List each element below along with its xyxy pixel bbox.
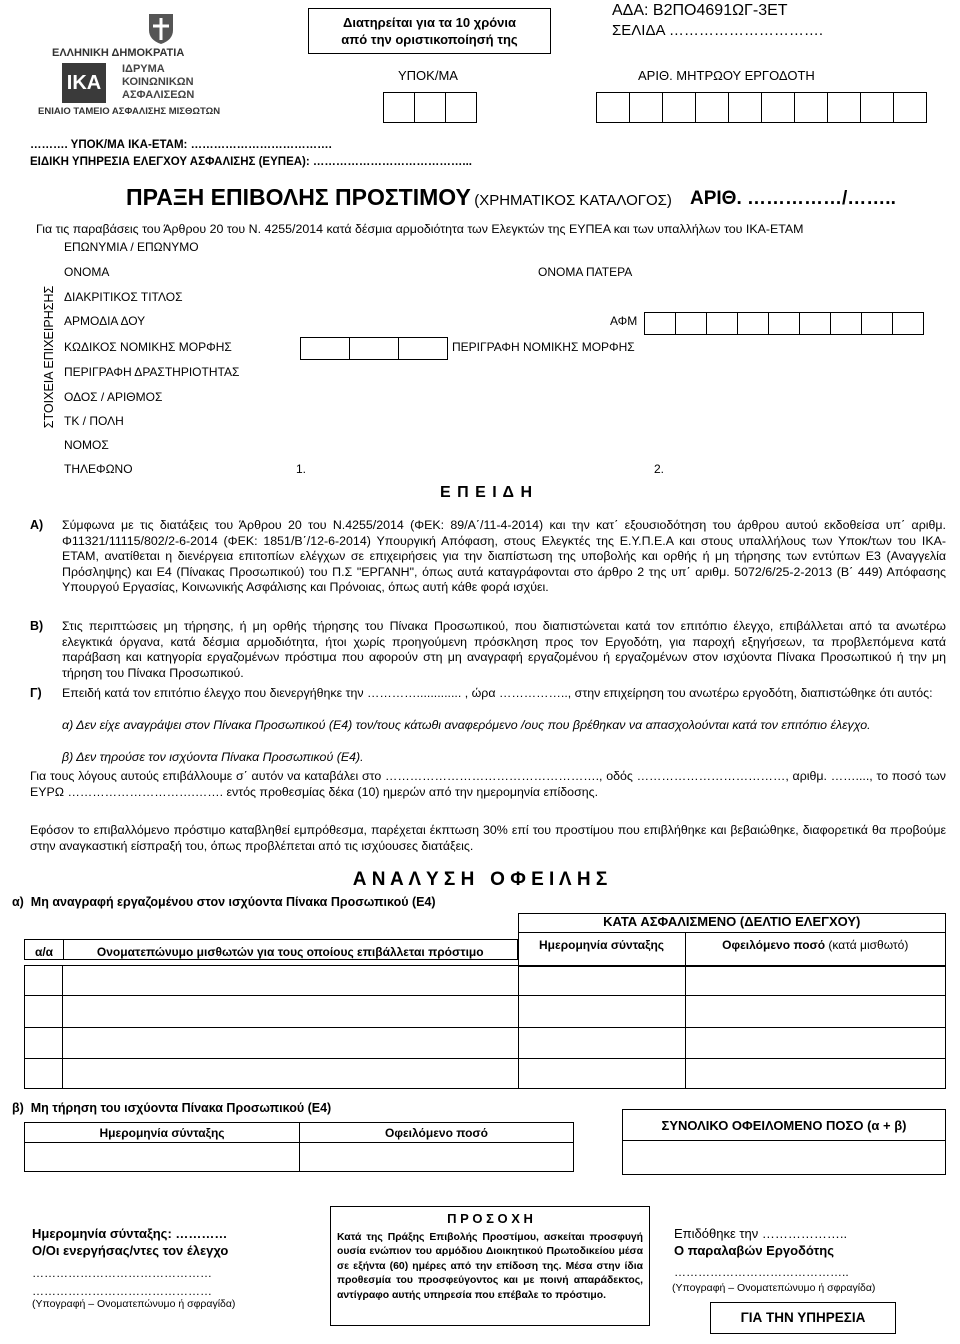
tel-2: 2. (654, 462, 665, 476)
org-line-5: ΕΝΙΑΙΟ ΤΑΜΕΙΟ ΑΣΦΑΛΙΣΗΣ ΜΙΣΘΩΤΩΝ (38, 106, 221, 117)
onoma-patera-label: ΟΝΟΜΑ ΠΑΤΕΡΑ (538, 265, 633, 279)
tk-label: ΤΚ / ΠΟΛΗ (64, 414, 124, 428)
para-reasons: Για τους λόγους αυτούς επιβάλλουμε σ΄ αυτόν να καταβάλει στο ……………………………………………., οδός ………………………………, αριθμ. ……...., το ποσό των ΕΥΡΩ ………………………….……. εντός προθεσμίας δέκα (10) ημερών από την ημερομηνία επίδοσης. (30, 769, 946, 799)
total-amount-label: ΣΥΝΟΛΙΚΟ ΟΦΕΙΛΟΜΕΝΟ ΠΟΣΟ (α + β) (661, 1118, 907, 1133)
page-number: ΣΕΛΙΔΑ …………………………. (612, 22, 823, 39)
epeidi-heading: Ε Π Ε Ι Δ Η (440, 484, 534, 501)
title-sub: (ΧΡΗΜΑΤΙΚΟΣ ΚΑΤΑΛΟΓΟΣ) (474, 192, 672, 209)
tilefono-label: ΤΗΛΕΦΩΝΟ (64, 462, 133, 476)
ika-logo-box (62, 63, 106, 103)
tel-1: 1. (296, 462, 307, 476)
employees-table-title: ΚΑΤΑ ΑΣΦΑΛΙΣΜΕΝΟ (ΔΕΛΤΙΟ ΕΛΕΓΧΟΥ) (518, 914, 946, 933)
org-line-2: ΙΔΡΥΜΑ (122, 63, 165, 75)
controllers-dots-2: ……………………………………… (32, 1284, 212, 1298)
para-b: Στις περιπτώσεις μη τήρησης, ή μη ορθής τήρησης του Πίνακα Προσωπικού, που διαπιστώνεται κατά τον επιτόπιο έλεγχο, επιβάλλεται από τα ανωτέρω ελεγκτικά όργανα, κατά δέσμια αρμοδιότητα, ήτοι χωρίς προηγούμενη πρόσκληση προς τον Εργοδότη, για παροχή εξηγήσεων, τα προβλεπόμενα κατά παράβαση και κατηγορία εργαζομένων πρόστιμα που αφορούν στη μη αναγραφή εργαζομένου ή εργαζομένων στον ισχύοντα Πίνακα Προσωπικού ή την μη τήρηση του Πίνακα Προσωπικού. (62, 619, 946, 680)
retention-line-1: Διατηρείται για τα 10 χρόνια (342, 15, 517, 30)
analysis-title: Α Ν Α Λ Υ Σ Η Ο Φ Ε Ι Λ Η Σ (352, 869, 608, 890)
para-c: Επειδή κατά τον επιτόπιο έλεγχο που διενεργήθηκε την …………............. , ώρα …………….., στην επιχείρηση του ανωτέρω εργοδότη, διαπιστώθηκε ότι αυτός: (62, 686, 933, 700)
date-drawn-label: Ημερομηνία σύνταξης: ………… (32, 1226, 228, 1241)
ika-logo (38, 10, 238, 120)
afm-boxes[interactable] (644, 312, 923, 335)
notice-text: Κατά της Πράξης Επιβολής Προστίμου, ασκείται προσφυγή ουσία ενώπιον του αρμόδιου Διοικητικού Πρωτοδικείου μέσα σε εξήντα (60) ημέρες από την επίδοση της. Μέσα στην ίδια προθεσμία του προσφεύγοντος και με ποινή απαράδεκτος, αντίγραφο αυτής υπηρεσία που επέβαλε το πρόστιμο. (337, 1232, 643, 1301)
perigrafi-nomikis-label: ΠΕΡΙΓΡΑΦΗ ΝΟΜΙΚΗΣ ΜΟΡΦΗΣ (452, 340, 635, 354)
page-title (126, 184, 672, 211)
para-c-a: α) Δεν είχε αναγράψει στον Πίνακα Προσωπικού (Ε4) τον/τους κάτωθι αναφερόμενο /ους που βρέθηκαν να απασχολούνται κατά τον επιτόπιο έλεγχο. (62, 718, 871, 732)
para-a: Σύμφωνα με τις διατάξεις του Άρθρου 20 του Ν.4255/2014 (ΦΕΚ: 89/Α΄/11-4-2014) και την κατ΄ εξουσιοδότηση του άρθρου αυτού εκδοθείσα υπ΄ αριθμ. Φ11321/11115/802/2-6-2014 (ΦΕΚ: 1851/Β΄/12-6-2014) Υπουργική Απόφαση, στους Ελεγκτές της Ε.Υ.Π.Ε.Α και στους υπαλλήλους των Υποκ/των του ΙΚΑ-ΕΤΑΜ, ανατίθεται η διενέργεια επιτοπίων ελέγχων σε επιχειρήσεις για την διαπίστωση της υποβολής και ορθής ή μη τήρησης των εντύπων Ε3 (Αναγγελία Πρόσληψης) και Ε4 (Πίνακας Προσωπικού) του Π.Σ "ΕΡΓΑΝΗ", όπως αυτά καταγράφονται στο άρθρο 2 της υπ΄ αριθμ. 5072/6/25-2-2013 (Β΄ 449) Απόφασης Υπουργού Εργασίας, Κοινωνικής Ασφάλισης και Πρόνοιας, όπως αυτή κάθε φορά ισχύει. (62, 518, 946, 595)
controllers-dots-1: ……………………………………… (32, 1266, 212, 1280)
receiver-dots: …………………………………….. (674, 1265, 849, 1279)
col-amount-header-text: Οφειλόμενο ποσό (722, 938, 826, 952)
non-keeping-table (24, 1122, 574, 1172)
ada-number: ΑΔΑ: Β2ΠΟ4691ΩΓ-3ΕΤ (612, 2, 788, 19)
para-discount: Εφόσον το επιβαλλόμενο πρόστιμο καταβληθεί εμπρόθεσμα, παρέχεται έκπτωση 30% επί του προστίμου που επιβλήθηκε και βεβαιώθηκε, διαφορετικά θα προβούμε στην αναγκαστική είσπραξή του, όπως προβλέπεται από τις ισχύουσες διατάξεις. (30, 823, 946, 853)
col-amount-header (685, 933, 946, 967)
notice-title: Π Ρ Ο Σ Ο Χ Η (447, 1211, 533, 1226)
legal-basis: Για τις παραβάσεις του Άρθρου 20 του Ν. 4255/2014 κατά δέσμια αρμοδιότητα των Ελεγκτών της ΕΥΠΕΑ και των υπαλλήλων του ΙΚΑ-ΕΤΑΜ (36, 222, 804, 236)
analysis-a-heading: α) Μη αναγραφή εργαζομένου στον ισχύοντα Πίνακα Προσωπικού (Ε4) (12, 895, 436, 909)
signature-left: (Υπογραφή – Ονοματεπώνυμο ή σφραγίδα) (32, 1298, 236, 1310)
col-date-header: Ημερομηνία σύνταξης (518, 933, 685, 967)
employees-rows[interactable] (24, 965, 946, 1089)
armodia-doy-label: ΑΡΜΟΔΙΑ ΔΟΥ (64, 314, 146, 328)
col-amount-suffix: (κατά μισθωτό) (828, 938, 909, 952)
kodikos-boxes[interactable] (300, 337, 447, 360)
onoma-label: ΟΝΟΜΑ (64, 265, 110, 279)
org-line-3: ΚΟΙΝΩΝΙΚΩΝ (122, 76, 194, 88)
eponymia-label: ΕΠΩΝΥΜΙΑ / ΕΠΩΝΥΜΟ (64, 240, 199, 254)
business-side-label (40, 274, 58, 444)
employer-reg-label: ΑΡΙΘ. ΜΗΤΡΩΟΥ ΕΡΓΟΔΟΤΗ (638, 68, 815, 83)
retention-line-2: από την οριστικοποίησή της (341, 32, 518, 47)
retention-box (308, 8, 551, 54)
diakritikos-label: ΔΙΑΚΡΙΤΙΚΟΣ ΤΙΤΛΟΣ (64, 290, 183, 304)
greek-emblem-icon (146, 12, 176, 46)
signature-right: (Υπογραφή – Ονοματεπώνυμο ή σφραγίδα) (672, 1282, 876, 1294)
analysis-b-heading: β) Μη τήρηση του ισχύοντα Πίνακα Προσωπικού (Ε4) (12, 1101, 332, 1115)
ypok-ika-line: ………. ΥΠΟΚ/ΜΑ ΙΚΑ-ΕΤΑΜ: ………………………………. (30, 139, 332, 151)
notice-box (330, 1206, 650, 1326)
org-line-1: ΕΛΛΗΝΙΚΗ ΔΗΜΟΚΡΑΤΙΑ (52, 47, 185, 59)
b-col-amount-header: Οφειλόμενο ποσό (385, 1126, 488, 1140)
ika-logo-text: IKA (66, 72, 102, 94)
para-c-b: β) Δεν τηρούσε τον ισχύοντα Πίνακα Προσωπικού (Ε4). (62, 750, 364, 764)
nomos-label: ΝΟΜΟΣ (64, 438, 109, 452)
para-b-label: Β) (30, 619, 44, 633)
employer-reg-boxes[interactable] (596, 92, 926, 123)
employees-table (24, 913, 946, 967)
ypok-code-boxes[interactable] (383, 92, 476, 123)
afm-label: ΑΦΜ (610, 314, 638, 328)
para-c-label: Γ) (30, 686, 42, 700)
document-number: ΑΡΙΘ. ……………/…….. (690, 188, 896, 209)
receiver-label: Ο παραλαβών Εργοδότης (674, 1243, 835, 1258)
perigrafi-drast-label: ΠΕΡΙΓΡΑΦΗ ΔΡΑΣΤΗΡΙΟΤΗΤΑΣ (64, 365, 240, 379)
delivered-label: Επιδόθηκε την ……………….. (674, 1226, 848, 1241)
col-name-header: Ονοματεπώνυμο μισθωτών για τους οποίους επιβάλλεται πρόστιμο (63, 939, 518, 960)
kodikos-label: ΚΩΔΙΚΟΣ ΝΟΜΙΚΗΣ ΜΟΡΦΗΣ (64, 340, 232, 354)
total-amount-box[interactable] (622, 1109, 946, 1175)
org-line-4: ΑΣΦΑΛΙΣΕΩΝ (122, 89, 195, 101)
service-label: ΓΙΑ ΤΗΝ ΥΠΗΡΕΣΙΑ (740, 1310, 866, 1325)
odos-label: ΟΔΟΣ / ΑΡΙΘΜΟΣ (64, 390, 163, 404)
col-aa-header: α/α (24, 939, 64, 960)
title-main: ΠΡΑΞΗ ΕΠΙΒΟΛΗΣ ΠΡΟΣΤΙΜΟΥ (126, 184, 471, 210)
ypok-label: ΥΠΟΚ/ΜΑ (398, 68, 458, 83)
controllers-label: Ο/Οι ενεργήσας/ντες τον έλεγχο (32, 1243, 229, 1258)
para-a-label: Α) (30, 518, 44, 532)
business-side-label-text: ΣΤΟΙΧΕΙΑ ΕΠΙΧΕΙΡΗΣΗΣ (42, 285, 56, 429)
eypea-line: ΕΙΔΙΚΗ ΥΠΗΡΕΣΙΑ ΕΛΕΓΧΟΥ ΑΣΦΑΛΙΣΗΣ (ΕΥΠΕΑ): …………………………………... (30, 156, 472, 168)
service-stamp-box (710, 1302, 896, 1334)
b-col-date-header: Ημερομηνία σύνταξης (99, 1126, 225, 1140)
